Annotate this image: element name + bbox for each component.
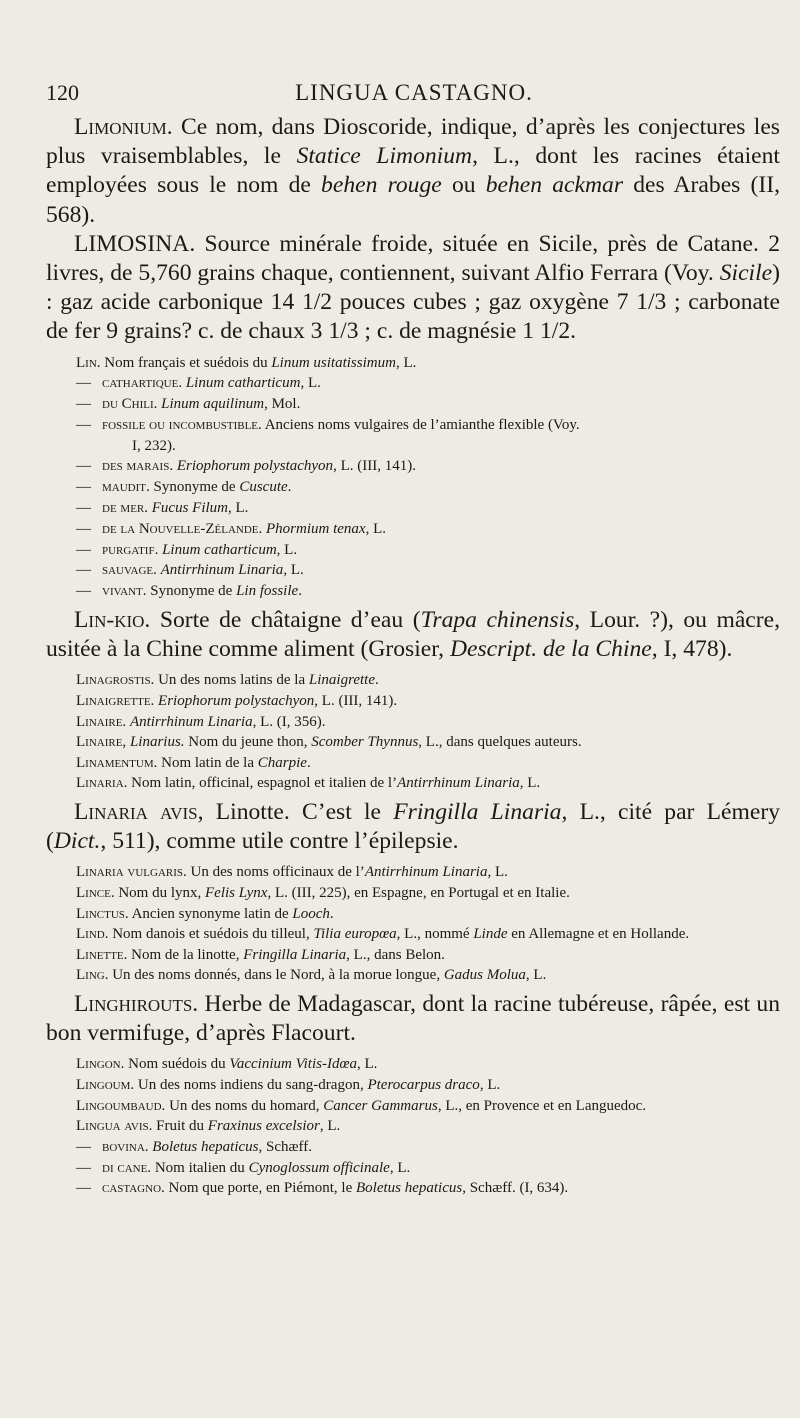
subentry-text: Nom italien du: [151, 1159, 249, 1176]
small-entry: [46, 753, 780, 774]
entries-group-1: [46, 670, 780, 794]
subentry-italic: Phormium tenax: [266, 520, 366, 537]
subentry-italic: Eriophorum polystachyon: [176, 458, 334, 475]
page-number: 120: [46, 80, 79, 105]
small-entry: [46, 945, 780, 966]
entry-text: , L.: [525, 967, 547, 984]
entry-headword: Linagrostis.: [76, 672, 155, 689]
running-title: LINGUA CASTAGNO.: [295, 80, 533, 105]
subentry: [46, 415, 780, 436]
entry-text: .: [329, 905, 334, 922]
subentry-key: di cane.: [102, 1159, 152, 1176]
subentry-text: , L.: [276, 541, 298, 558]
subentry-italic: Linum catharticum: [162, 541, 277, 558]
entry-text: Nom de la linotte,: [127, 946, 244, 963]
entry-headword: Lingua avis.: [76, 1118, 153, 1135]
subentry-text: , Schæff. (I, 634).: [462, 1180, 569, 1197]
entry-text: , L. (III, 141).: [314, 692, 398, 709]
subentry-text: Synonyme de: [146, 583, 237, 600]
subentry-key: de mer.: [102, 500, 148, 516]
subentry-text: , L. (III, 141).: [333, 458, 416, 475]
entry-headword: Linaria vulgaris.: [76, 864, 187, 881]
small-entry: [46, 670, 780, 691]
entry-headword: Limonium.: [74, 114, 173, 140]
entry-text: Nom du lynx,: [114, 884, 205, 901]
entry-italic: Vaccinium Vitis-Idœa: [229, 1056, 357, 1073]
dash-mark: —: [76, 458, 91, 475]
dash-mark: —: [76, 583, 91, 600]
entry-text: Un des noms officinaux de l’: [186, 864, 365, 881]
entry-headword: Linaire,: [76, 734, 127, 751]
entry-text: , L.: [519, 775, 541, 792]
small-entry: [46, 924, 780, 945]
subentry-text: .: [298, 583, 302, 600]
subentry-italic: Cuscute: [239, 479, 288, 496]
entry-text: en Allemagne et en Hollande.: [507, 926, 690, 943]
small-entry: [46, 1116, 780, 1137]
entry-headword: Lingoum.: [76, 1076, 135, 1093]
entry-headword: Ling.: [76, 967, 109, 984]
entry-italic: Looch: [292, 905, 330, 922]
entry-italic: Eriophorum polystachyon: [158, 692, 315, 709]
entry-text: Nom latin de la: [157, 754, 258, 771]
page-header: [46, 80, 782, 110]
small-entry: [46, 862, 780, 883]
entry-linghirouts: Linghirouts. Herbe de Madagascar, dont la racine tubéreuse, râpée, est un bon vermifuge, d’après Flacourt.: [46, 990, 780, 1047]
dash-mark: —: [76, 1180, 91, 1197]
subentry: [46, 1158, 780, 1179]
subentry: [46, 519, 780, 540]
entry-italic: Cancer Gammarus: [323, 1097, 438, 1114]
subentry-key: de la Nouvelle-Zélande.: [102, 520, 263, 537]
dash-mark: —: [76, 375, 91, 392]
subentry: [46, 436, 780, 457]
small-entry: [46, 904, 780, 925]
subentry-italic: Boletus hepaticus: [152, 1138, 259, 1155]
entry-headword: LIMOSINA.: [74, 230, 196, 257]
dash-mark: —: [76, 1138, 91, 1155]
subentry-continuation: I, 232).: [132, 437, 176, 454]
entry-text: .: [375, 672, 379, 689]
entry-headword: Linaria.: [76, 775, 128, 792]
subentry-key: bovina.: [102, 1138, 149, 1155]
subentry: [46, 394, 780, 415]
entry-headword: Linaire.: [76, 713, 127, 730]
entry-italic: Pterocarpus draco: [367, 1076, 480, 1093]
subentry: [46, 477, 780, 498]
entry-headword: Linamentum.: [76, 754, 158, 771]
subentry-text: Nom que porte, en Piémont, le: [164, 1180, 356, 1197]
entry-headword: Linaria avis: [74, 798, 198, 825]
entry-italic: Charpie: [257, 754, 307, 771]
dash-mark: —: [76, 479, 91, 496]
subentry-key: cathartique.: [102, 375, 183, 392]
entry-limosina: LIMOSINA. Source minérale froide, située en Sicile, près de Catane. 2 livres, de 5,760 grains chaque, contiennent, suivant Alfio Ferrara (Voy. Sicile) : gaz acide carbonique 14 1/2 pouces cubes ; gaz oxygène 7 1/3 ; carbonate de fer 9 grains? c. de chaux 3 1/3 ; c. de magnésie 1 1/2.: [46, 230, 780, 345]
entry-text: Nom suédois du: [124, 1056, 230, 1073]
small-entry: [46, 712, 780, 733]
subentry-key: sauvage.: [102, 562, 157, 579]
entry-text: Nom du jeune thon,: [184, 734, 312, 751]
small-entry: [46, 965, 780, 986]
dash-mark: —: [76, 1159, 91, 1176]
subentry-italic: Linum catharticum: [185, 375, 301, 392]
entry-text: Un des noms du homard,: [165, 1097, 324, 1114]
entry-linaria-avis: Linaria avis, Linotte. C’est le Fringilla Linaria, L., cité par Lémery (Dict., 511), comme utile contre l’épilepsie.: [46, 798, 780, 855]
entry-text: Fruit du: [152, 1118, 208, 1135]
subentry: [46, 456, 780, 477]
entry-text: , L.: [479, 1076, 501, 1093]
subentry: [46, 1178, 780, 1199]
subentry-text: , L.: [300, 375, 321, 392]
entry-text: , L., nommé: [396, 926, 474, 943]
entry-text: , L.: [356, 1056, 378, 1073]
entry-headword: Linette.: [76, 946, 128, 963]
dash-mark: —: [76, 562, 91, 579]
entry-text: Un des noms latins de la: [154, 672, 309, 689]
entry-italic: Felis Lynx: [205, 884, 268, 901]
entry-italic: Scomber Thynnus: [311, 734, 419, 751]
subentry: [46, 540, 780, 561]
subentry-text: , L.: [365, 520, 387, 537]
entry-italic: Antirrhinum Linaria: [129, 713, 253, 730]
dash-mark: —: [76, 396, 91, 413]
subentry-key: castagno.: [102, 1180, 165, 1197]
small-entry: [46, 773, 780, 794]
subentry-italic: Antirrhinum Linaria: [160, 562, 284, 579]
entries-group-2: [46, 862, 780, 986]
entry-text: , L. (I, 356).: [252, 713, 326, 730]
entry-text: .: [306, 754, 311, 771]
entry-italic: Fringilla Linaria: [243, 946, 347, 963]
entry-text: , L.: [319, 1118, 341, 1135]
lin-subentries: [46, 373, 780, 602]
entry-headword: Lin-kio.: [74, 606, 151, 633]
lingua-subentries: [46, 1137, 780, 1199]
entry-italic: Antirrhinum Linaria: [397, 775, 520, 792]
subentry-key: des marais.: [102, 458, 174, 475]
subentry-key: du Chili.: [102, 396, 158, 413]
small-entry: [46, 691, 780, 712]
entry-italic: Fraxinus excelsior: [207, 1118, 320, 1135]
entry-text: Nom danois et suédois du tilleul,: [108, 926, 314, 943]
dash-mark: —: [76, 520, 91, 537]
entry-lin: Lin. Nom français et suédois du Linum usitatissimum, L.: [76, 354, 417, 371]
small-entry: [46, 883, 780, 904]
subentry-italic: Lin fossile: [236, 583, 299, 600]
subentry: [46, 581, 780, 602]
subentry: [46, 1137, 780, 1158]
entry-headword: Linaigrette.: [76, 692, 155, 709]
entry-italic: Linaigrette: [308, 672, 375, 689]
small-entry: [46, 732, 780, 753]
dash-mark: —: [76, 416, 91, 433]
entry-text: , L., en Provence et en Languedoc.: [437, 1097, 647, 1114]
subentry-text: , L.: [228, 500, 249, 516]
entry-headword: Lin.: [76, 354, 101, 371]
subentry-text: , L.: [283, 562, 304, 579]
subentry-key: purgatif.: [102, 541, 159, 558]
subentry-italic: Boletus hepaticus: [355, 1180, 463, 1197]
subentry-italic: Cynoglossum officinale: [248, 1159, 390, 1176]
entry-italic: Tilia europœa: [313, 926, 397, 943]
subentry-key: fossile ou incombustible.: [102, 416, 262, 433]
entry-headword: Lingon.: [76, 1056, 125, 1073]
entry-italic: Gadus Molua: [443, 967, 526, 984]
entries-group-3: [46, 1054, 780, 1136]
dash-mark: —: [76, 541, 91, 558]
entry-text: Un des noms indiens du sang-dragon,: [134, 1076, 368, 1093]
entry-headword: Lince.: [76, 884, 115, 901]
subentry-text: Synonyme de: [149, 479, 240, 496]
subentry: [46, 498, 780, 519]
entry-text: Un des noms donnés, dans le Nord, à la morue longue,: [108, 967, 444, 984]
entry-text: Ancien synonyme latin de: [128, 905, 293, 922]
entry-headword: Lingoumbaud.: [76, 1097, 166, 1114]
entry-text: , L., dans quelques auteurs.: [418, 734, 582, 751]
entry-text: , L.: [487, 864, 508, 881]
entry-headword: Linctus.: [76, 905, 129, 922]
entry-text: , L., dans Belon.: [346, 946, 445, 963]
subentry-key: maudit.: [102, 479, 150, 496]
subentry-text: , Schæff.: [258, 1138, 312, 1155]
subentry-key: vivant.: [102, 583, 147, 600]
subentry-text: , L.: [389, 1159, 411, 1176]
small-entry: [46, 1075, 780, 1096]
subentry-text: Anciens noms vulgaires de l’amianthe flexible (Voy.: [261, 416, 580, 433]
subentry: [46, 560, 780, 581]
small-entry: [46, 1054, 780, 1075]
subentry-italic: Linum aquilinum: [161, 396, 265, 413]
dash-mark: —: [76, 500, 91, 516]
subentry-text: , Mol.: [264, 396, 301, 413]
page-body: [46, 113, 780, 1199]
entry-headword: Linghirouts.: [74, 990, 199, 1017]
subentry: [46, 373, 780, 394]
entry-text: , L. (III, 225), en Espagne, en Portugal et en Italie.: [267, 884, 570, 901]
entry-italic: Linarius.: [129, 734, 185, 751]
entry-headword: Lind.: [76, 926, 109, 943]
entry-lin-kio: Lin-kio. Sorte de châtaigne d’eau (Trapa chinensis, Lour. ?), ou mâcre, usitée à la Chine comme aliment (Grosier, Descript. de la Chine, I, 478).: [46, 606, 780, 663]
entry-limonium: Limonium. Ce nom, dans Dioscoride, indique, d’après les conjectures les plus vraisemblables, le Statice Limonium, L., dont les racines étaient employées sous le nom de behen rouge ou behen ackmar des Arabes (II, 568).: [46, 114, 780, 228]
entry-text: Nom latin, officinal, espagnol et italien de l’: [127, 775, 398, 792]
subentry-italic: Fucus Filum: [151, 500, 228, 516]
entry-italic: Antirrhinum Linaria: [364, 864, 488, 881]
small-entry: [46, 1096, 780, 1117]
subentry-text: .: [287, 479, 292, 496]
entry-italic: Linde: [473, 926, 508, 943]
